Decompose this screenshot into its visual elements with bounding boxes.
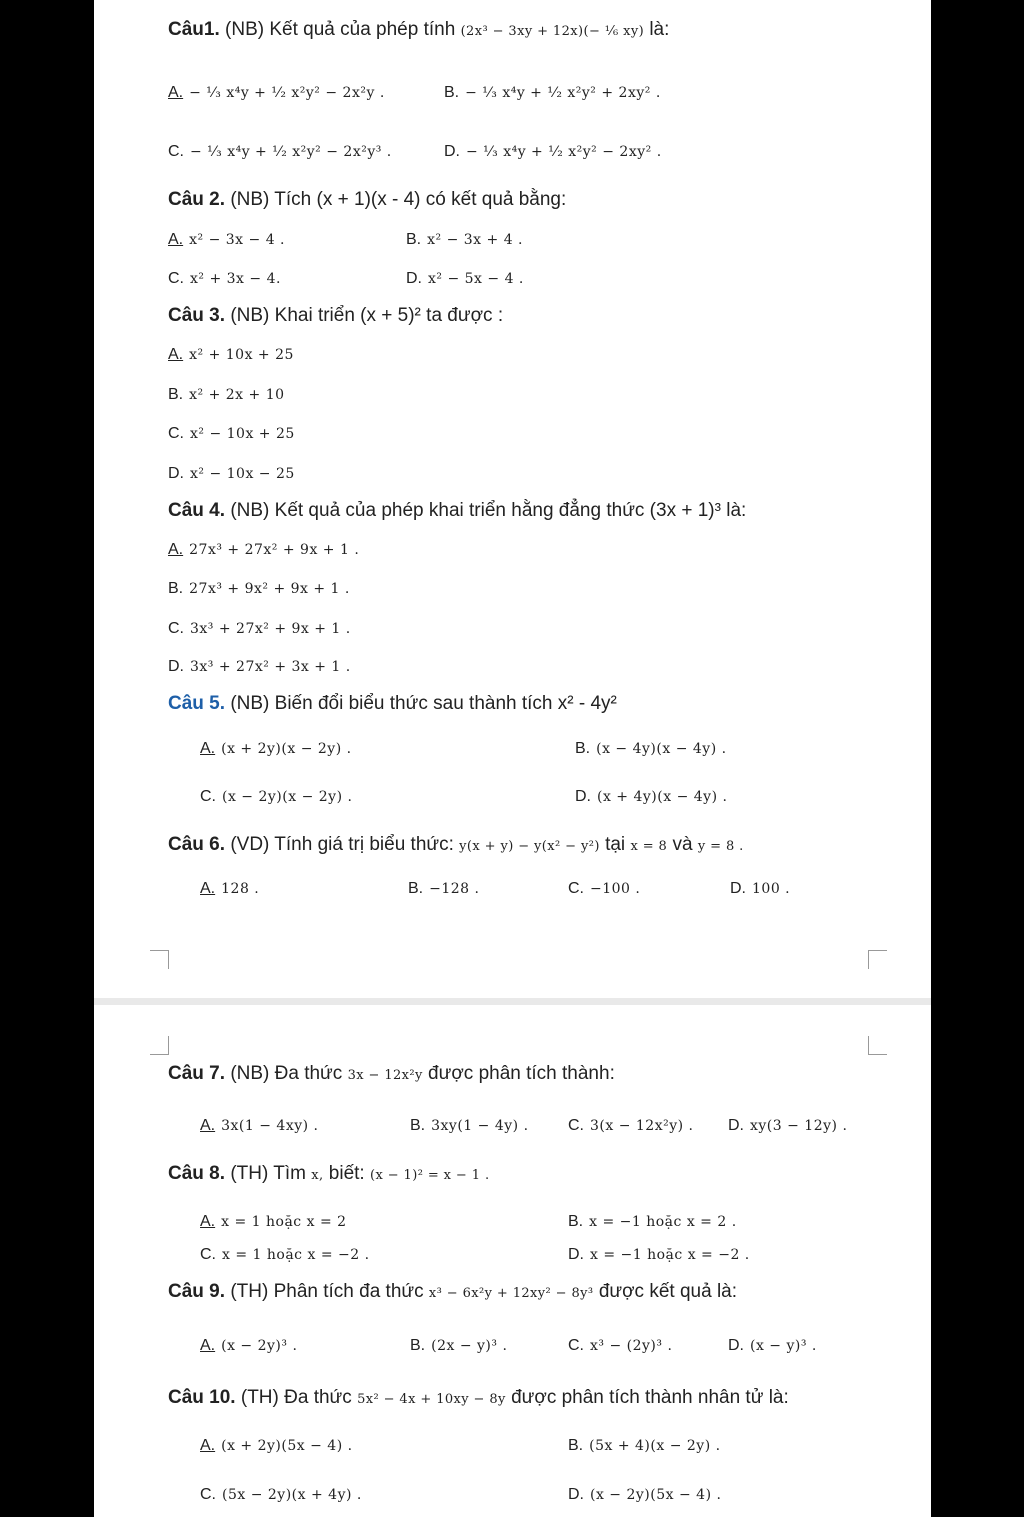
option-d[interactable] <box>168 465 295 483</box>
option-text: x² − 3x − 4 . <box>189 232 286 248</box>
option-b[interactable] <box>410 1117 529 1135</box>
option-d[interactable] <box>406 270 524 288</box>
question-text: (NB) Kết quả của phép tính <box>225 19 456 40</box>
question-expression: (2x³ − 3xy + 12x)(− ¹⁄₆ xy) <box>460 24 645 39</box>
option-text: x = 1 hoặc x = −2 . <box>222 1247 370 1263</box>
option-d[interactable] <box>168 658 351 676</box>
page-corner-mark <box>150 950 169 969</box>
question-6 <box>168 834 744 856</box>
option-text: x = −1 hoặc x = 2 . <box>589 1214 737 1230</box>
option-text: 27x³ + 9x² + 9x + 1 . <box>189 581 350 597</box>
question-text-end: được kết quả là: <box>598 1281 738 1302</box>
option-text: x² − 3x + 4 . <box>427 232 524 248</box>
question-number: Câu 3. <box>168 305 226 326</box>
option-text: (x − 2y)(x − 2y) . <box>222 789 353 805</box>
option-label: D. <box>406 270 422 287</box>
question-8 <box>168 1163 489 1185</box>
option-label: D. <box>575 788 591 805</box>
option-label: A. <box>200 1213 216 1230</box>
question-7 <box>168 1063 615 1085</box>
question-10 <box>168 1387 789 1409</box>
option-a[interactable] <box>168 231 285 249</box>
question-text: (NB) Kết quả của phép khai triển hằng đẳng thức (3x + 1)³ là: <box>230 500 747 521</box>
option-c[interactable] <box>200 1486 362 1504</box>
option-label: A. <box>200 740 216 757</box>
option-label: A. <box>200 880 216 897</box>
option-b[interactable] <box>168 580 350 598</box>
question-expression: 3x − 12x²y <box>347 1068 423 1083</box>
question-number: Câu 6. <box>168 834 226 855</box>
option-label: A. <box>168 346 184 363</box>
option-text: x² − 5x − 4 . <box>428 271 524 287</box>
question-number: Câu 2. <box>168 189 226 210</box>
question-2 <box>168 189 566 211</box>
option-a[interactable] <box>200 1437 353 1455</box>
option-text: (x − y)³ . <box>750 1338 817 1354</box>
question-text-end: được phân tích thành nhân tử là: <box>511 1387 789 1408</box>
question-1 <box>168 19 669 41</box>
question-number: Câu 10. <box>168 1387 236 1408</box>
option-a[interactable] <box>200 1117 319 1135</box>
option-a[interactable] <box>200 880 259 898</box>
question-text: (NB) Khai triển (x + 5)² ta được : <box>230 305 504 326</box>
option-label: C. <box>200 1246 216 1263</box>
option-a[interactable] <box>168 541 359 559</box>
question-4 <box>168 500 746 522</box>
option-text: 3xy(1 − 4y) . <box>431 1118 529 1134</box>
option-a[interactable] <box>168 84 385 102</box>
option-label: D. <box>168 658 184 675</box>
question-number: Câu1. <box>168 19 220 40</box>
option-label: B. <box>408 880 424 897</box>
option-label: A. <box>200 1437 216 1454</box>
question-number: Câu 9. <box>168 1281 226 1302</box>
option-label: B. <box>168 386 184 403</box>
option-label: B. <box>410 1337 426 1354</box>
option-b[interactable] <box>568 1437 721 1455</box>
page-corner-mark <box>868 950 887 969</box>
option-label: B. <box>568 1437 584 1454</box>
option-text: − ¹⁄₃ x⁴y + ¹⁄₂ x²y² − 2xy² . <box>466 144 662 160</box>
question-text: và <box>672 834 693 855</box>
page-corner-mark <box>150 1036 169 1055</box>
option-c[interactable] <box>168 425 295 443</box>
option-a[interactable] <box>200 1337 297 1355</box>
option-d[interactable] <box>730 880 790 898</box>
option-b[interactable] <box>408 880 479 898</box>
option-text: − ¹⁄₃ x⁴y + ¹⁄₂ x²y² + 2xy² . <box>465 85 661 101</box>
option-text: x = −1 hoặc x = −2 . <box>590 1247 750 1263</box>
option-text: x = 1 hoặc x = 2 <box>221 1214 347 1230</box>
option-text: 100 . <box>752 881 791 897</box>
option-label: A. <box>200 1337 216 1354</box>
question-expression: x³ − 6x²y + 12xy² − 8y³ <box>428 1286 594 1301</box>
option-b[interactable] <box>406 231 523 249</box>
option-label: C. <box>168 270 184 287</box>
option-label: B. <box>575 740 591 757</box>
option-text: (x − 4y)(x − 4y) . <box>596 741 727 757</box>
option-text: −100 . <box>590 881 641 897</box>
question-3 <box>168 305 503 327</box>
question-number: Câu 5. <box>168 693 226 714</box>
option-text: 3x³ + 27x² + 9x + 1 . <box>190 621 351 637</box>
option-text: xy(3 − 12y) . <box>750 1118 848 1134</box>
question-expression: (x − 1)² = x − 1 . <box>369 1168 490 1183</box>
option-a[interactable] <box>200 740 352 758</box>
option-b[interactable] <box>575 740 727 758</box>
question-text: (TH) Đa thức <box>240 1387 352 1408</box>
question-expression: y(x + y) − y(x² − y²) <box>459 839 600 854</box>
question-text: (VD) Tính giá trị biểu thức: <box>230 834 454 855</box>
option-label: B. <box>168 580 184 597</box>
option-label: A. <box>168 84 184 101</box>
option-text: 3x³ + 27x² + 3x + 1 . <box>190 659 351 675</box>
option-text: (x + 2y)(5x − 4) . <box>221 1438 353 1454</box>
option-text: x² + 2x + 10 <box>189 387 285 403</box>
option-text: x² + 3x − 4. <box>190 271 281 287</box>
option-b[interactable] <box>444 84 661 102</box>
option-text: (x + 4y)(x − 4y) . <box>597 789 728 805</box>
question-text-end: là: <box>649 19 670 40</box>
question-text: (TH) Phân tích đa thức <box>230 1281 424 1302</box>
question-text-end: được phân tích thành: <box>428 1063 615 1084</box>
option-text: x² − 10x − 25 <box>190 466 295 482</box>
question-text: (NB) Đa thức <box>230 1063 343 1084</box>
option-text: −128 . <box>429 881 480 897</box>
option-c[interactable] <box>568 880 640 898</box>
option-label: C. <box>168 425 184 442</box>
question-number: Câu 8. <box>168 1163 226 1184</box>
page-separator <box>94 998 931 1005</box>
option-text: (x − 2y)³ . <box>221 1338 298 1354</box>
option-d[interactable] <box>444 143 662 161</box>
option-label: C. <box>168 143 184 160</box>
question-expression: x, <box>311 1168 324 1183</box>
option-b[interactable] <box>568 1213 737 1231</box>
option-c[interactable] <box>168 270 281 288</box>
option-c[interactable] <box>168 143 392 161</box>
option-text: − ¹⁄₃ x⁴y + ¹⁄₂ x²y² − 2x²y³ . <box>190 144 392 160</box>
option-label: B. <box>406 231 422 248</box>
option-label: B. <box>410 1117 426 1134</box>
option-label: D. <box>168 465 184 482</box>
question-text: tại <box>605 834 626 855</box>
option-text: (5x − 2y)(x + 4y) . <box>222 1487 362 1503</box>
option-text: − ¹⁄₃ x⁴y + ¹⁄₂ x²y² − 2x²y . <box>189 85 385 101</box>
question-expression: y = 8 . <box>697 839 744 854</box>
question-9 <box>168 1281 737 1303</box>
option-label: D. <box>568 1486 584 1503</box>
question-number: Câu 7. <box>168 1063 226 1084</box>
option-text: 3(x − 12x²y) . <box>590 1118 694 1134</box>
option-c[interactable] <box>200 788 352 806</box>
option-text: x² − 10x + 25 <box>190 426 295 442</box>
option-b[interactable] <box>410 1337 507 1355</box>
question-expression: x = 8 <box>630 839 668 854</box>
option-label: D. <box>728 1117 744 1134</box>
option-label: C. <box>568 1337 584 1354</box>
option-label: C. <box>200 788 216 805</box>
option-label: D. <box>728 1337 744 1354</box>
option-d[interactable] <box>728 1117 847 1135</box>
question-text: (TH) Tìm <box>230 1163 306 1184</box>
option-label: A. <box>168 541 184 558</box>
option-label: C. <box>168 620 184 637</box>
option-d[interactable] <box>568 1486 721 1504</box>
question-text: biết: <box>328 1163 365 1184</box>
option-label: A. <box>168 231 184 248</box>
option-label: C. <box>568 880 584 897</box>
option-text: 128 . <box>221 881 260 897</box>
option-b[interactable] <box>168 386 285 404</box>
option-c[interactable] <box>168 620 351 638</box>
option-text: (x + 2y)(x − 2y) . <box>221 741 352 757</box>
option-c[interactable] <box>568 1117 694 1135</box>
option-label: C. <box>200 1486 216 1503</box>
question-expression: 5x² − 4x + 10xy − 8y <box>357 1392 506 1407</box>
option-a[interactable] <box>200 1213 347 1231</box>
option-label: B. <box>444 84 460 101</box>
option-label: D. <box>444 143 460 160</box>
question-text: (NB) Biến đổi biểu thức sau thành tích x² - 4y² <box>230 693 617 714</box>
option-d[interactable] <box>728 1337 817 1355</box>
option-label: C. <box>568 1117 584 1134</box>
option-label: D. <box>730 880 746 897</box>
option-d[interactable] <box>568 1246 750 1264</box>
option-text: (2x − y)³ . <box>431 1338 508 1354</box>
option-label: B. <box>568 1213 584 1230</box>
question-number: Câu 4. <box>168 500 226 521</box>
option-text: x² + 10x + 25 <box>189 347 294 363</box>
option-d[interactable] <box>575 788 727 806</box>
option-c[interactable] <box>568 1337 672 1355</box>
option-text: (x − 2y)(5x − 4) . <box>590 1487 722 1503</box>
option-text: 3x(1 − 4xy) . <box>221 1118 319 1134</box>
option-label: D. <box>568 1246 584 1263</box>
question-text: (NB) Tích (x + 1)(x - 4) có kết quả bằng: <box>230 189 567 210</box>
option-text: (5x + 4)(x − 2y) . <box>589 1438 721 1454</box>
option-label: A. <box>200 1117 216 1134</box>
option-text: 27x³ + 27x² + 9x + 1 . <box>189 542 360 558</box>
question-5 <box>168 693 617 715</box>
option-c[interactable] <box>200 1246 370 1264</box>
option-a[interactable] <box>168 346 294 364</box>
page-corner-mark <box>868 1036 887 1055</box>
option-text: x³ − (2y)³ . <box>590 1338 673 1354</box>
